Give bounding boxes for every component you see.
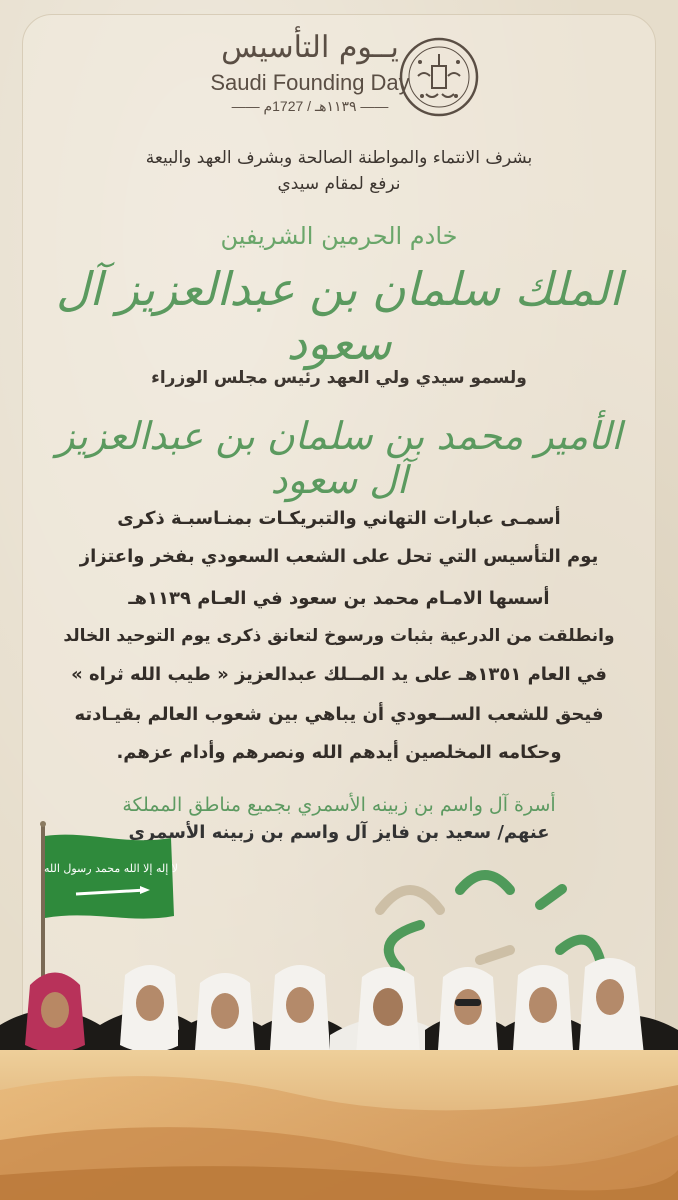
prince-name-calligraphy: الأمير محمد بن سلمان بن عبدالعزيز آل سعود xyxy=(56,414,622,502)
body-line-4: وانطلقت من الدرعية بثبات ورسوخ لتعانق ذكرى يوم التوحيد الخالد xyxy=(63,626,615,646)
family-signature: أسرة آل واسم بن زبينه الأسمري بجميع مناطق المملكة xyxy=(122,794,556,816)
intro-line-2: نرفع لمقام سيدي xyxy=(277,174,401,194)
intro-line-1: بشرف الانتماء والمواطنة الصالحة وبشرف العهد والبيعة xyxy=(145,148,533,168)
signed-by: عنهم/ سعيد بن فايز آل واسم بن زبينه الأسمري xyxy=(128,822,550,843)
body-line-2: يوم التأسيس التي تحل على الشعب السعودي بفخر واعتزاز xyxy=(79,546,599,567)
founding-emblem-icon xyxy=(398,36,480,118)
brand-english: Saudi Founding Day xyxy=(210,70,410,95)
body-line-1: أسمـى عبارات التهاني والتبريكـات بمنـاسبـة ذكرى xyxy=(117,508,561,529)
body-line-3: أسسها الامـام محمد بن سعود في العـام ١١٣٩هـ xyxy=(128,588,550,609)
khadim-title: خادم الحرمين الشريفين xyxy=(220,222,458,250)
brand-arabic: يــوم التأسيس xyxy=(221,30,399,65)
desert-dunes xyxy=(0,1050,678,1200)
brand-dates: —— ١١٣٩هـ / 1727م —— xyxy=(231,98,389,114)
founding-day-logo xyxy=(190,28,430,124)
flag-inscription: لا إله إلا الله محمد رسول الله xyxy=(43,862,179,875)
body-line-7: وحكامه المخلصين أيدهم الله ونصرهم وأدام عزهم. xyxy=(116,742,562,763)
body-line-5: في العام ١٣٥١هـ على يد المــلك عبدالعزيز « طيب الله ثراه » xyxy=(71,664,607,685)
body-line-6: فيحق للشعب الســعودي أن يباهي بين شعوب العالم بقيـادته xyxy=(74,704,604,725)
king-name-calligraphy: الملك سلمان بن عبدالعزيز آل سعود xyxy=(55,262,623,370)
crown-prince-intro: ولسمو سيدي ولي العهد رئيس مجلس الوزراء xyxy=(151,368,527,388)
